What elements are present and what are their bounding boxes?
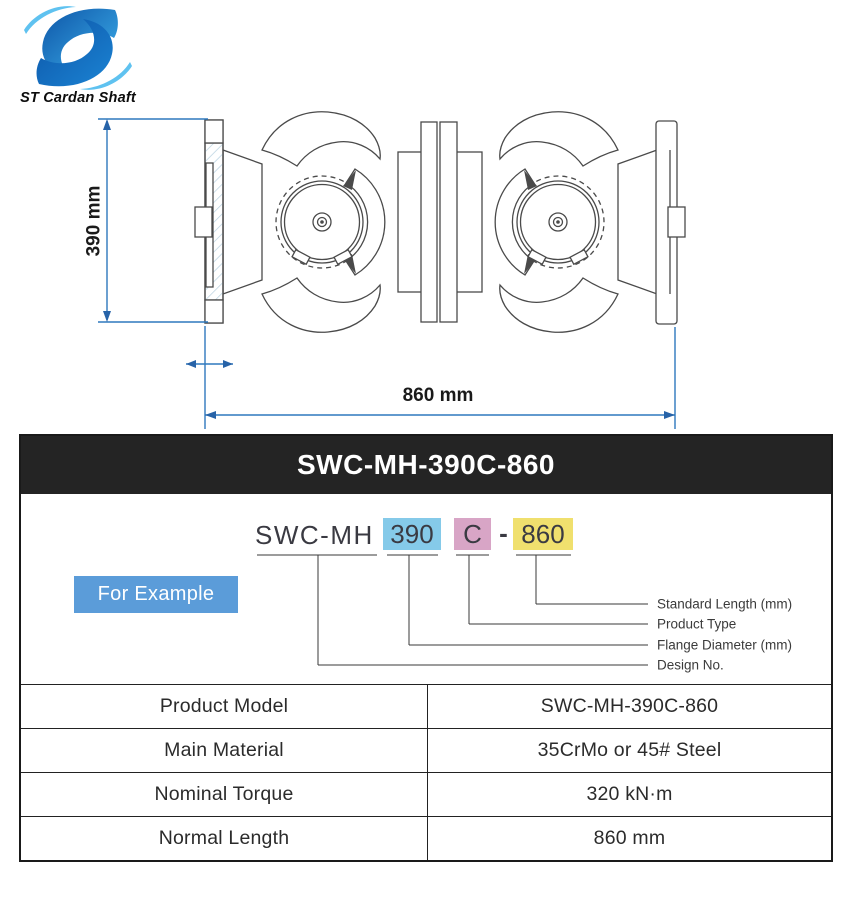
row-value: 320 kN·m	[586, 783, 673, 805]
product-title: SWC-MH-390C-860	[297, 449, 555, 480]
model-code-prefix: SWC-MH	[255, 520, 374, 550]
row-value: 35CrMo or 45# Steel	[537, 739, 722, 761]
dimension-arrows	[103, 119, 675, 419]
callout-design-no: Design No.	[657, 657, 724, 673]
brand-name: ST Cardan Shaft	[20, 90, 136, 106]
right-flange	[656, 121, 685, 324]
row-value: SWC-MH-390C-860	[540, 695, 719, 717]
table-row	[21, 728, 831, 772]
row-label: Normal Length	[21, 817, 428, 860]
cardan-shaft-drawing	[0, 0, 852, 435]
dimension-length-label: 860 mm	[402, 385, 474, 406]
model-code-separator: -	[499, 518, 508, 548]
callout-flange-diameter: Flange Diameter (mm)	[657, 637, 793, 653]
left-flange	[195, 120, 223, 323]
dimension-height-label: 390 mm	[83, 185, 105, 257]
table-row	[21, 684, 831, 728]
spec-box	[19, 434, 833, 862]
center-flange-plates	[421, 122, 457, 322]
model-code-explanation	[21, 494, 831, 684]
callout-standard-length: Standard Length (mm)	[657, 596, 793, 612]
universal-joint	[223, 112, 424, 332]
row-value: 860 mm	[593, 827, 666, 849]
callout-product-type: Product Type	[657, 616, 737, 632]
model-code-standard-length: 860	[513, 518, 573, 550]
dimension-lines	[98, 119, 675, 429]
table-row	[21, 816, 831, 860]
table-row	[21, 772, 831, 816]
product-title-bar	[21, 436, 831, 494]
model-code-product-type: C	[454, 518, 491, 550]
for-example-tag: For Example	[74, 576, 238, 613]
row-label: Product Model	[21, 685, 428, 728]
model-code-flange-diameter: 390	[383, 518, 441, 550]
spec-table	[21, 684, 831, 860]
row-label: Nominal Torque	[21, 773, 428, 816]
universal-joint-right	[456, 112, 657, 332]
row-label: Main Material	[21, 729, 428, 772]
